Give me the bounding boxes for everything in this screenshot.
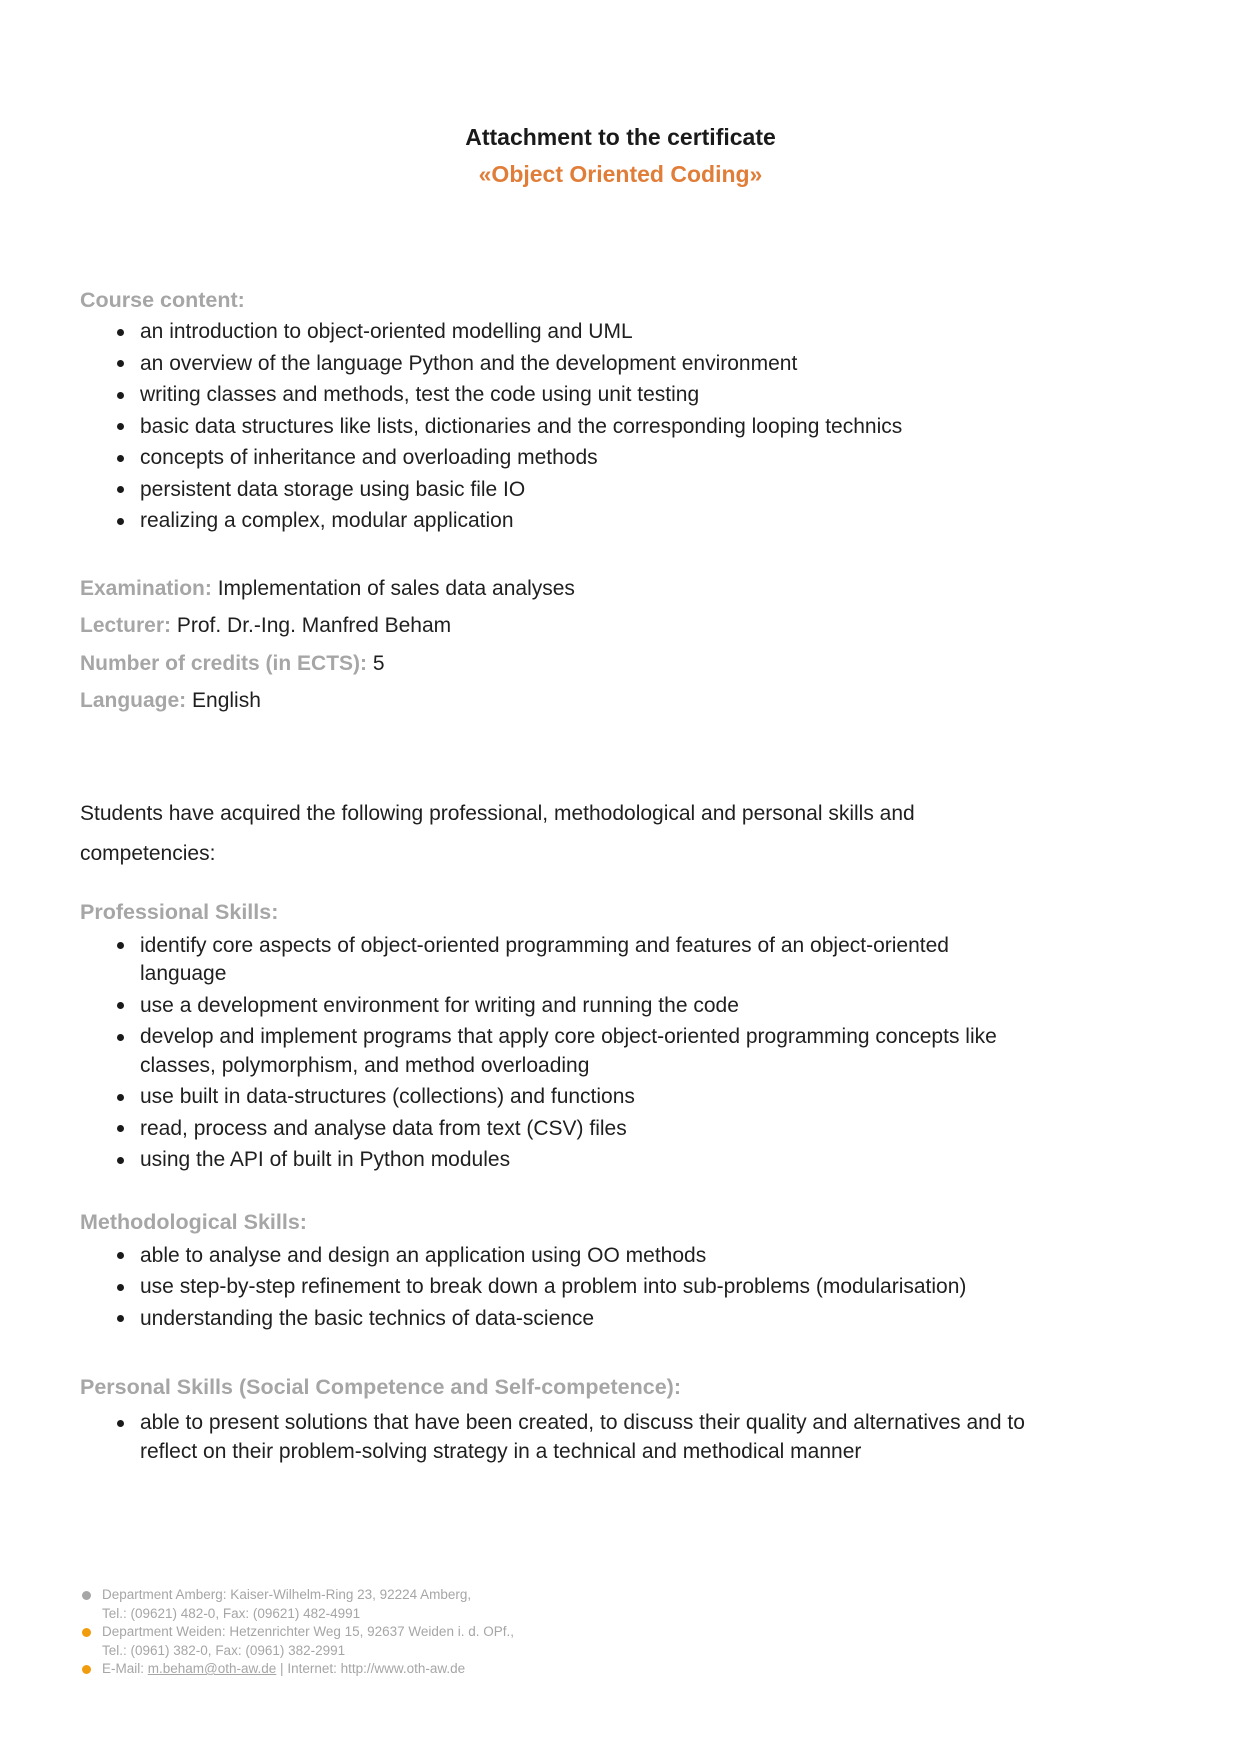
bullet-text: identify core aspects of object-oriented programming and features of an object-oriented [140,933,949,957]
bullet-text: using the API of built in Python modules [140,1148,511,1171]
credits-value: 5 [372,651,385,675]
email-link[interactable]: m.beham@oth-aw.de [147,1661,277,1676]
footer-text: Department Amberg: Kaiser-Wilhelm-Ring 23, 92224 Amberg, [102,1587,472,1602]
list-item [80,1409,1161,1466]
page-footer [78,1586,514,1679]
page-title: Attachment to the certificate [465,124,776,150]
bullet-text: reflect on their problem-solving strategy in a technical and methodical manner [140,1439,862,1463]
list-item [80,444,1161,473]
bullet-text: language [140,962,227,985]
bullet-text: understanding the basic technics of data-science [140,1306,595,1330]
orange-bullet-icon [82,1628,91,1637]
list-item [80,1083,1161,1112]
list-item [80,1146,1161,1175]
methodological-skills-list [80,1242,1161,1334]
internet-text: Internet: http://www.oth-aw.de [287,1661,466,1676]
personal-skills-heading: Personal Skills (Social Competence and Self-competence): [80,1375,681,1399]
lecturer-row [80,607,1161,645]
language-value: English [192,689,261,712]
credits-label: Number of credits (in ECTS): [80,651,368,675]
course-content-heading: Course content: [80,288,245,312]
email-label: E-Mail: [102,1661,148,1676]
lecturer-label: Lecturer: [80,614,172,637]
lecturer-value: Prof. Dr.-Ing. Manfred Beham [176,614,452,637]
footer-separator: | [276,1661,288,1676]
orange-bullet-icon [82,1665,91,1674]
gray-bullet-icon [82,1591,91,1600]
list-item [80,1023,1161,1080]
course-details [80,570,1161,720]
language-row [80,682,1161,720]
list-item [80,318,1161,347]
bullet-text: classes, polymorphism, and method overloading [140,1053,590,1077]
bullet-text: use step-by-step refinement to break down a problem into sub-problems (modularisation) [140,1275,967,1298]
bullet-text: basic data structures like lists, dictionaries and the corresponding looping technics [140,414,903,438]
list-item [80,350,1161,379]
intro-line: competencies: [80,841,216,865]
footer-entry-weiden [78,1623,514,1660]
bullet-text: realizing a complex, modular application [140,509,514,532]
footer-weiden-lines [102,1623,514,1660]
list-item [80,507,1161,536]
personal-skills-list [80,1409,1161,1466]
list-item [80,932,1161,989]
bullet-text: concepts of inheritance and overloading methods [140,446,598,469]
bullet-text: use built in data-structures (collections) and functions [140,1085,635,1108]
list-item [80,1273,1161,1302]
footer-text: Department Weiden: Hetzenrichter Weg 15, 92637 Weiden i. d. OPf., [102,1624,514,1639]
list-item [80,476,1161,505]
list-item [80,992,1161,1021]
language-label: Language: [80,689,187,712]
examination-label: Examination: [80,576,212,600]
bullet-text: an introduction to object-oriented modelling and UML [140,320,633,343]
professional-skills-list [80,932,1161,1175]
footer-text: Tel.: (0961) 382-0, Fax: (0961) 382-2991 [102,1642,346,1658]
bullet-text: develop and implement programs that apply core object-oriented programming concepts like [140,1025,997,1048]
bullet-text: able to analyse and design an application using OO methods [140,1243,707,1267]
course-name-subtitle: «Object Oriented Coding» [478,161,763,187]
examination-row [80,570,1161,608]
bullet-text: use a development environment for writing and running the code [140,993,739,1017]
list-item [80,1242,1161,1271]
footer-entry-amberg [78,1586,514,1623]
list-item [80,1115,1161,1144]
footer-contact-line [102,1660,465,1679]
bullet-text: able to present solutions that have been created, to discuss their quality and alternatives and to [140,1411,1025,1434]
list-item [80,413,1161,442]
methodological-skills-heading: Methodological Skills: [80,1209,307,1234]
intro-line: Students have acquired the following professional, methodological and personal skills and [80,801,915,825]
credits-row [80,645,1161,683]
skills-intro-paragraph [80,794,1161,874]
examination-value: Implementation of sales data analyses [217,576,575,600]
list-item [80,1305,1161,1334]
course-content-list [80,318,1161,536]
professional-skills-heading: Professional Skills: [80,899,279,924]
list-item [80,381,1161,410]
bullet-text: writing classes and methods, test the code using unit testing [140,383,700,406]
footer-amberg-lines [102,1586,471,1623]
bullet-text: an overview of the language Python and the development environment [140,351,798,375]
bullet-text: persistent data storage using basic file IO [140,477,526,501]
footer-text: Tel.: (09621) 482-0, Fax: (09621) 482-4991 [102,1605,361,1621]
footer-entry-contact [78,1660,514,1679]
bullet-text: read, process and analyse data from text (CSV) files [140,1116,627,1140]
